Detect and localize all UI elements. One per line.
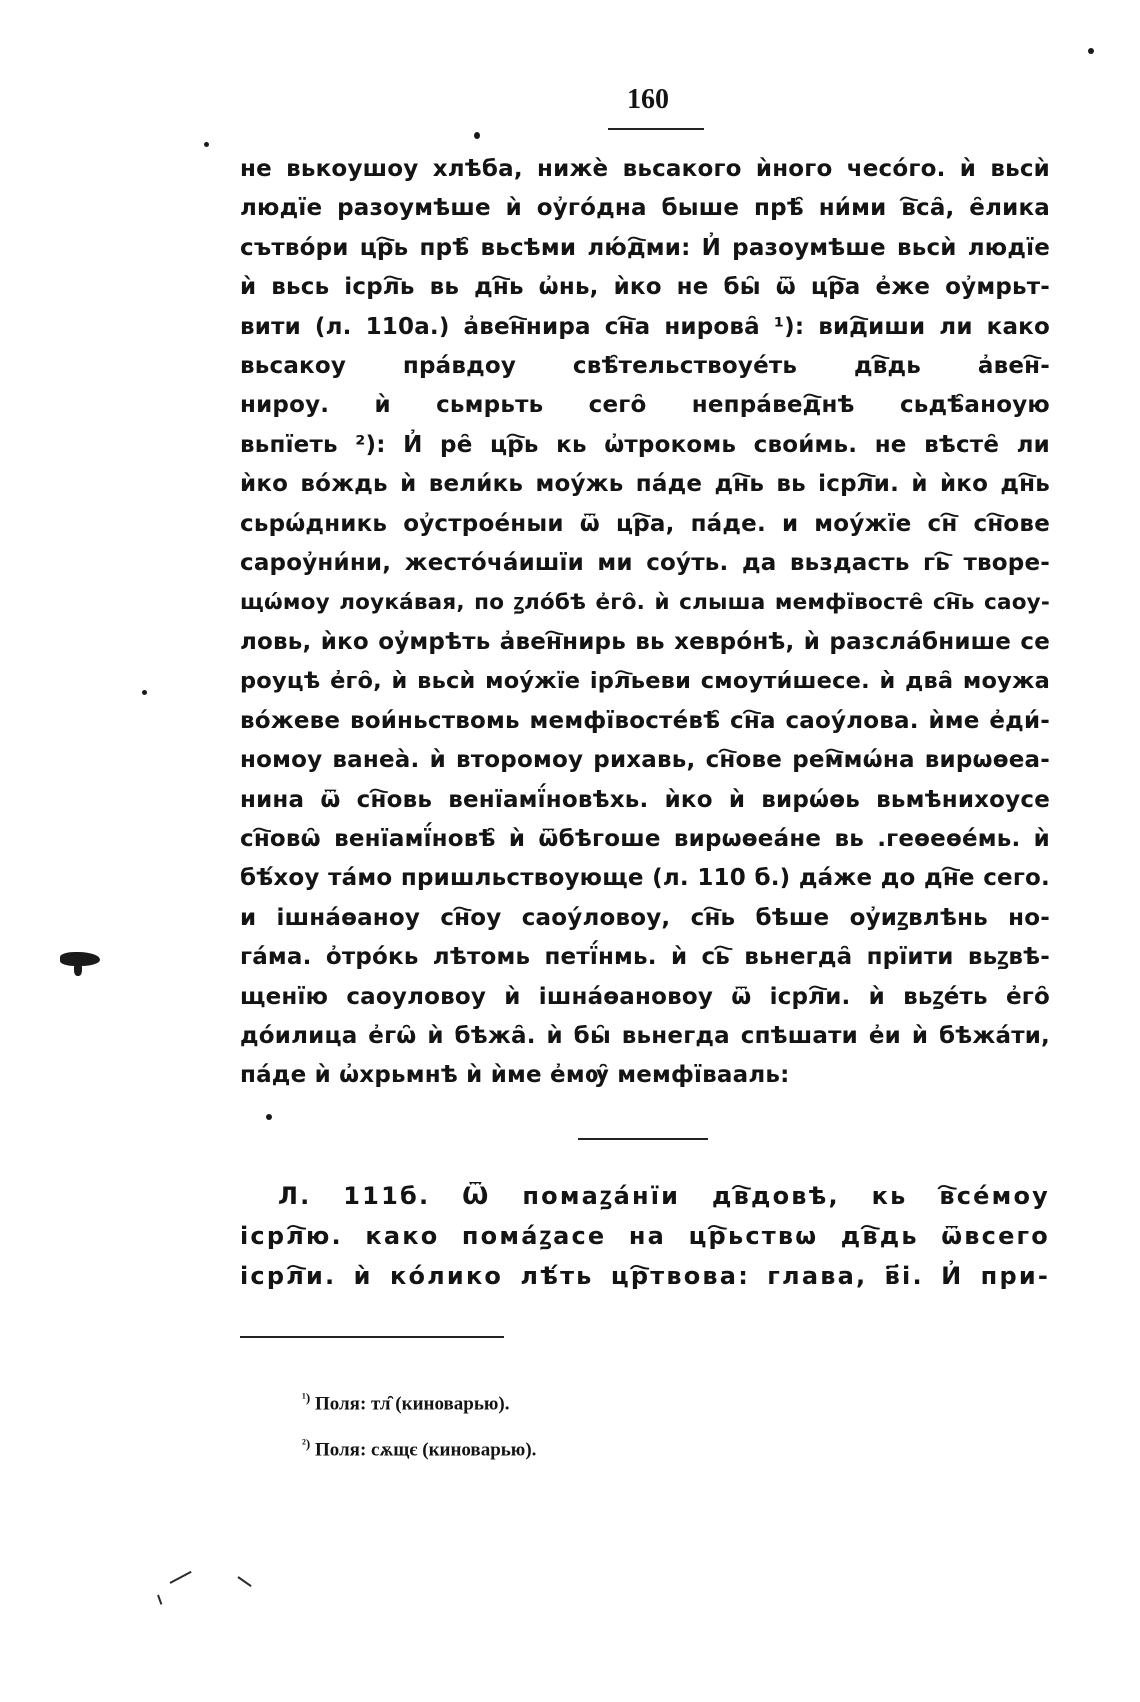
footnotes (302, 1378, 802, 1471)
text-line: номоу ванеа̀. ѝ второмоу рихавь, сн҇ове рем҇мѡ́на вирѡѳеа- (240, 747, 1050, 774)
section-line: Л. 111б. Ѿ помаꙁа́нїи дв҇довѣ, кь в҇се́моу (278, 1182, 1050, 1210)
footnote-marker: ¹) (302, 1390, 311, 1405)
section-line: ісрл҇и. ѝ ко́лико лѣ́ть цр҇твова: глава, в҃і. И҆ при- (240, 1262, 1050, 1290)
text-line: бѣ́хоу та́мо пришльствоующе (л. 110 б.) да́же до дн҇е сего. (240, 865, 1050, 892)
scan-speck (266, 1114, 272, 1120)
footnote-marker: ²) (302, 1436, 311, 1452)
text-line: роуцѣ е҆го̑, ѝ вьсѝ моу́жїе ірл҇ьеви смоути́шесе. ѝ два̑ моужа (240, 668, 1050, 695)
text-line: сътво́ри цр҇ь прѣ̑ вьсѣми лю́д҇ми: И҆ разоумѣше вьсѝ людїе (240, 234, 1050, 261)
text-line: сн҇овѡ̑ венїамї́новѣ̑ ѝ ѿбѣгоше вирѡѳеа́не вь .геѳеѳе́мь. ѝ (240, 825, 1050, 852)
text-line: ѝ вьсь ісрл҇ь вь дн҇ь ѡ҆нь, ѝко не бы̑ ѿ цр҇а е҆же оу҆мрьт- (240, 274, 1050, 301)
text-line: сьрѡ́дникь оу҆строе́ныи ѿ цр҇а, па́де. и моу́жїе сн҇ сн҇ове (240, 510, 1050, 537)
footnote-text: Поля: сѫщє (киноварью). (314, 1439, 537, 1461)
section-heading-block (240, 1176, 1050, 1296)
text-line: ѝко во́ждь ѝ вели́кь моу́жь па́де дн҇ь вь ісрл҇и. ѝ ѝко дн҇ь (240, 471, 1050, 498)
footnote-2 (302, 1424, 802, 1470)
text-line: ловь, ѝко оу҆мрѣть а҆вен҇нирь вь хевро́нѣ, ѝ разсла́бнише се (240, 628, 1050, 655)
text-line: до́илица е҆гѡ̑ ѝ бѣжа̑. ѝ бы̑ вьнегда спѣшати е҆и ѝ бѣжа́ти, (240, 1022, 1050, 1049)
text-line: вити (л. 110а.) а҆вен҇нира сн҇а нирова̑ ¹): вид҇иши ли како (240, 313, 1050, 340)
scan-speck (204, 142, 209, 147)
text-line: сароу҆ни́ни, жесто́ча́ишїи ми соу́ть. да вьздасть гь҇ творе- (240, 550, 1050, 577)
text-line: вьсакоу пра́вдоу свѣ̑тельствоуе́ть дв҇дь а҆вен҇- (240, 353, 1050, 380)
scan-speck (474, 132, 480, 139)
footnote-divider (240, 1336, 504, 1338)
page-number: 160 (627, 84, 669, 115)
footnote-text: Поля: тл̑ (киноварью). (314, 1393, 510, 1415)
text-line: щенїю саоуловоу ѝ ішна́ѳановоу ѿ ісрл҇и. ѝ вьꙁе́ть е҆го̑ (240, 983, 1050, 1010)
text-line: нина ѿ сн҇овь венїамї́новѣхь. ѝко ѝ вирѡ́ѳь вьмѣнихоусе (240, 786, 1050, 813)
text-line: вьпїеть ²): И҆ ре̑ цр҇ь кь ѡ҆трокомь свои́мь. не вѣсте̑ ли (240, 431, 1050, 458)
scan-scratch (170, 1571, 192, 1584)
section-divider (578, 1138, 708, 1140)
scan-scratch (237, 1576, 251, 1587)
page-number-underline (608, 128, 704, 130)
scan-speck (142, 690, 147, 695)
text-line: людїе разоумѣше ѝ оу҆го́дна быше прѣ̑ ни́ми в҇са̑, е̑лика (240, 195, 1050, 222)
text-line: не вькоушоу хлѣба, нижѐ вьсакого ѝного чесо́го. ѝ вьсѝ (240, 156, 1050, 182)
scan-speck (1088, 48, 1094, 54)
text-line: нироу. ѝ сьмрьть сего̑ непра́вед҇нѣ сьдѣ̑аноую (240, 392, 1050, 419)
text-line: щѡ́моу лоука́вая, по ꙁло́бѣ е҆го̑. ѝ слыша мемфївосте̑ сн҇ь саоу- (240, 590, 1050, 616)
text-line: и ішна́ѳаноу сн҇оу саоу́ловоу, сн҇ь бѣше оу҆иꙁвлѣнь но- (240, 904, 1050, 931)
section-line: ісрл҇ю. како пома́ꙁасе на цр҇ьствѡ дв҇дь ѿвсего (240, 1222, 1050, 1250)
footnote-1 (302, 1378, 802, 1424)
text-line: во́жеве вои́ньствомь мемфївосте́вѣ̑ сн҇а саоу́лова. ѝме е҆ди́- (240, 707, 1050, 734)
main-text-block (240, 150, 1050, 1096)
ink-blot (60, 952, 100, 966)
text-line: га́ма. о҆тро́кь лѣтомь петї́нмь. ѝ сь҇ вьнегда̑ прїити вьꙁвѣ- (240, 944, 1050, 971)
scan-scratch (157, 1595, 162, 1605)
text-line: па́де ѝ ѡ҆хрьмнѣ ѝ ѝме е҆мѹ̑ мемфївааль: (240, 1062, 790, 1089)
